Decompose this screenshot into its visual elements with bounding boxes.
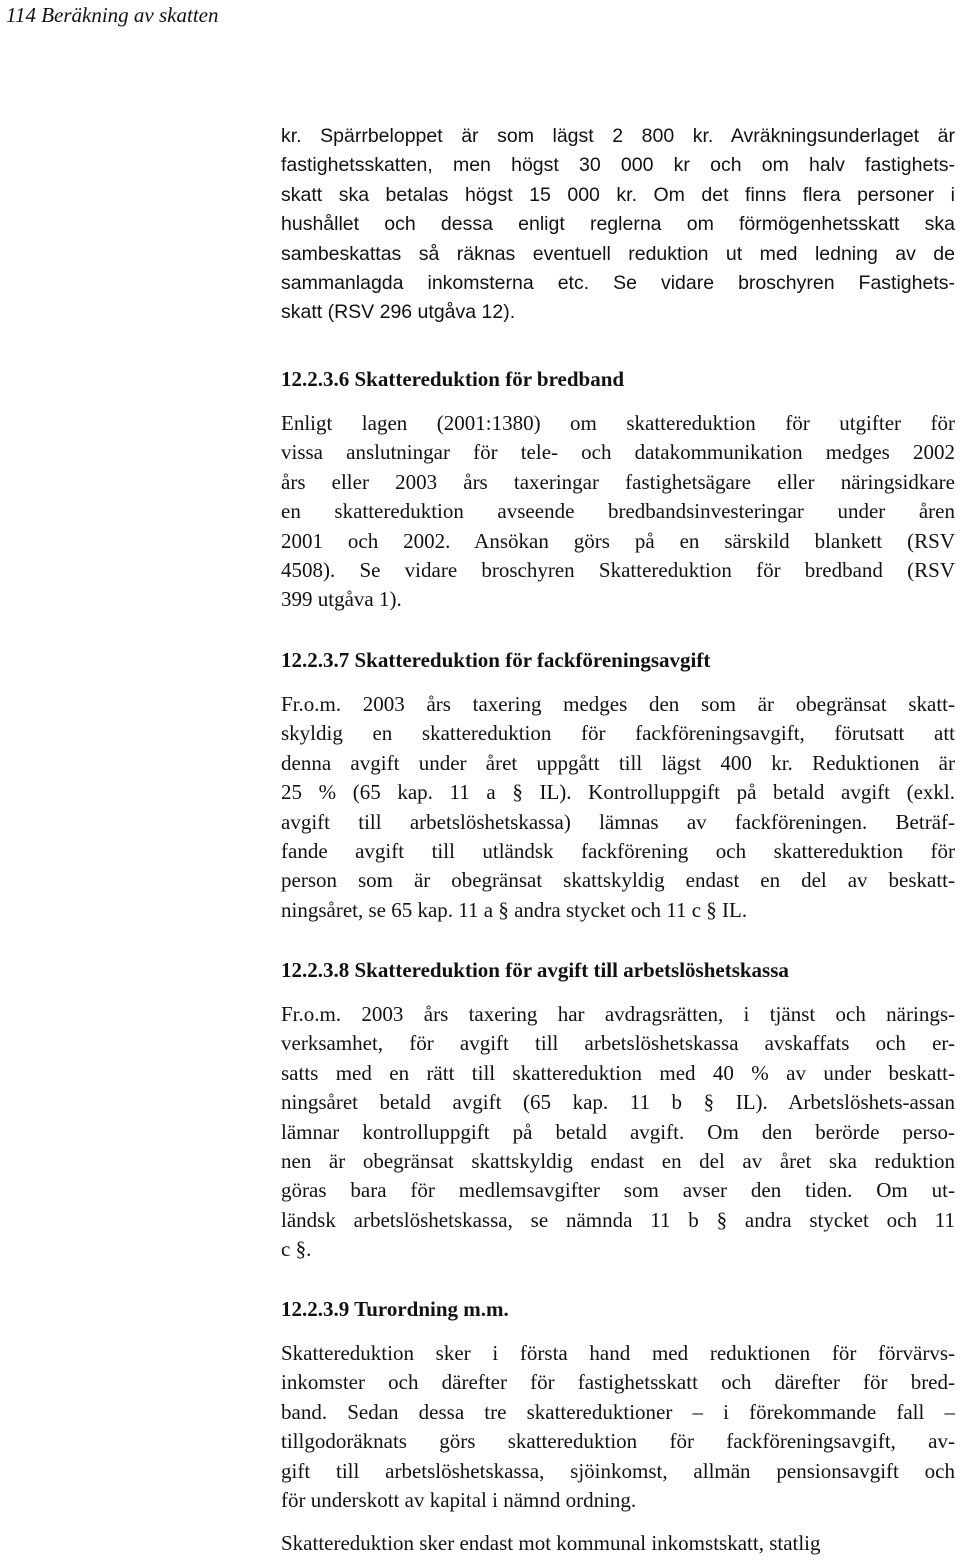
paragraph-line: göras bara för medlemsavgifter som avser den tiden. Om ut- bbox=[281, 1178, 955, 1203]
paragraph-line: vissa anslutningar för tele- och datakommunikation medges 2002 bbox=[281, 440, 955, 465]
paragraph-line: fastighetsskatten, men högst 30 000 kr och om halv fastighets- bbox=[281, 154, 955, 177]
paragraph-line: skyldig en skattereduktion för fackföreningsavgift, förutsatt att bbox=[281, 721, 955, 746]
paragraph-line: satts med en rätt till skattereduktion med 40 % av under beskatt- bbox=[281, 1060, 955, 1085]
paragraph-line: lämnar kontrolluppgift på betald avgift. Om den berörde perso- bbox=[281, 1119, 955, 1144]
running-header: 114 Beräkning av skatten bbox=[6, 3, 219, 27]
paragraph-line: sambeskattas så räknas eventuell reduktion ut med ledning av de bbox=[281, 242, 955, 265]
paragraph-line: nen är obegränsat skattskyldig endast en del av året ska reduktion bbox=[281, 1149, 955, 1173]
paragraph-line: års eller 2003 års taxeringar fastighetsägare eller näringsidkare bbox=[281, 469, 955, 494]
paragraph-line: denna avgift under året uppgått till lägst 400 kr. Reduktionen är bbox=[281, 750, 955, 775]
paragraph-line: ningsåret, se 65 kap. 11 a § andra stycket och 11 c § IL. bbox=[281, 897, 748, 922]
paragraph-line: ningsåret betald avgift (65 kap. 11 b § IL). Arbetslöshets-assan bbox=[281, 1090, 955, 1115]
paragraph-line: ländsk arbetslöshetskassa, se nämnda 11 b § andra stycket och 11 bbox=[281, 1207, 955, 1232]
paragraph-line: band. Sedan dessa tre skattereduktioner – i förekommande fall – bbox=[281, 1399, 955, 1424]
paragraph-line: 4508). Se vidare broschyren Skattereduktion för bredband (RSV bbox=[281, 558, 955, 582]
paragraph-line: verksamhet, för avgift till arbetslöshetskassa avskaffats och er- bbox=[281, 1031, 955, 1056]
section-heading: 12.2.3.8 Skattereduktion för avgift till arbetslöshetskassa bbox=[281, 958, 789, 982]
paragraph-line: kr. Spärrbeloppet är som lägst 2 800 kr. Avräkningsunderlaget är bbox=[281, 125, 955, 147]
paragraph-line: person som är obegränsat skattskyldig endast en del av beskatt- bbox=[281, 868, 955, 893]
section-heading: 12.2.3.9 Turordning m.m. bbox=[281, 1297, 509, 1321]
paragraph-line: Fr.o.m. 2003 års taxering medges den som är obegränsat skatt- bbox=[281, 692, 955, 716]
paragraph-line: c §. bbox=[281, 1237, 312, 1262]
section-heading: 12.2.3.6 Skattereduktion för bredband bbox=[281, 367, 625, 391]
paragraph-line: skatt ska betalas högst 15 000 kr. Om det finns flera personer i bbox=[281, 183, 955, 206]
paragraph-line: skatt (RSV 296 utgåva 12). bbox=[281, 301, 516, 324]
paragraph-line: gift till arbetslöshetskassa, sjöinkomst, allmän pensionsavgift och bbox=[281, 1458, 955, 1483]
paragraph-line: Skattereduktion sker i första hand med reduktionen för förvärvs- bbox=[281, 1341, 955, 1365]
paragraph-line: sammanlagda inkomsterna etc. Se vidare broschyren Fastighets- bbox=[281, 272, 955, 294]
paragraph-line: 2001 och 2002. Ansökan görs på en särskild blankett (RSV bbox=[281, 528, 955, 553]
paragraph-line: hushållet och dessa enligt reglerna om förmögenhetsskatt ska bbox=[281, 213, 955, 236]
paragraph-line: en skattereduktion avseende bredbandsinvesteringar under åren bbox=[281, 499, 955, 524]
paragraph-line: avgift till arbetslöshetskassa) lämnas av fackföreningen. Beträf- bbox=[281, 809, 955, 834]
paragraph-line: 25 % (65 kap. 11 a § IL). Kontrolluppgift på betald avgift (exkl. bbox=[281, 780, 955, 805]
paragraph-line: inkomster och därefter för fastighetsskatt och därefter för bred- bbox=[281, 1370, 955, 1395]
paragraph-line: fande avgift till utländsk fackförening och skattereduktion för bbox=[281, 839, 955, 863]
paragraph-line: Skattereduktion sker endast mot kommunal inkomstskatt, statlig bbox=[281, 1531, 821, 1555]
section-heading: 12.2.3.7 Skattereduktion för fackföreningsavgift bbox=[281, 648, 711, 672]
paragraph-line: för underskott av kapital i nämnd ordning. bbox=[281, 1488, 637, 1512]
paragraph-line: Fr.o.m. 2003 års taxering har avdragsrätten, i tjänst och närings- bbox=[281, 1002, 955, 1026]
paragraph-line: Enligt lagen (2001:1380) om skattereduktion för utgifter för bbox=[281, 411, 955, 435]
paragraph-line: tillgodoräknats görs skattereduktion för fackföreningsavgift, av- bbox=[281, 1429, 955, 1454]
paragraph-line: 399 utgåva 1). bbox=[281, 587, 402, 612]
